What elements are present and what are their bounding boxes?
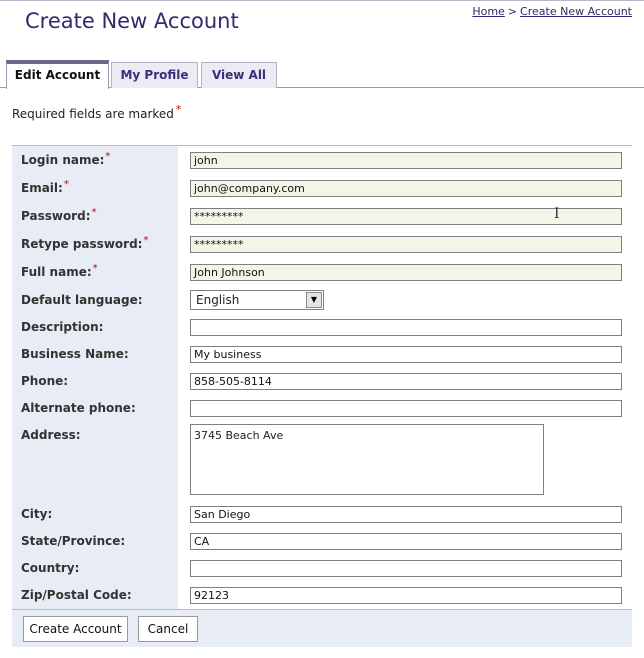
email-label: Email:* — [21, 179, 69, 195]
password-input[interactable]: ********* — [190, 208, 622, 225]
alternate-phone-label: Alternate phone: — [21, 401, 136, 415]
page-title: Create New Account — [25, 9, 239, 33]
zip-postal-code-label: Zip/Postal Code: — [21, 588, 132, 602]
state-province-label: State/Province: — [21, 534, 126, 548]
city-input[interactable]: San Diego — [190, 506, 622, 523]
required-star: * — [92, 263, 98, 274]
default-language-select[interactable] — [190, 290, 324, 310]
login-name-label: Login name:* — [21, 151, 111, 167]
country-label: Country: — [21, 561, 80, 575]
breadcrumb-separator: > — [507, 5, 518, 18]
retype-password-input[interactable]: ********* — [190, 236, 622, 253]
form-footer — [12, 609, 632, 647]
alternate-phone-input[interactable] — [190, 400, 622, 417]
address-textarea[interactable]: 3745 Beach Ave — [190, 424, 544, 495]
required-fields-note — [12, 103, 182, 121]
breadcrumb-home-link[interactable]: Home — [472, 5, 505, 18]
country-input[interactable] — [190, 560, 622, 577]
zip-postal-code-input[interactable]: 92123 — [190, 587, 622, 604]
top-border — [0, 0, 644, 1]
required-star: * — [91, 207, 97, 218]
email-input[interactable]: john@company.com — [190, 180, 622, 197]
description-label: Description: — [21, 320, 104, 334]
password-label: Password:* — [21, 207, 97, 223]
phone-input[interactable]: 858-505-8114 — [190, 373, 622, 390]
required-star: * — [175, 103, 182, 116]
state-province-input[interactable]: CA — [190, 533, 622, 550]
breadcrumb — [472, 5, 632, 18]
required-star: * — [143, 235, 149, 246]
required-star: * — [63, 179, 69, 190]
full-name-input[interactable]: John Johnson — [190, 264, 622, 281]
tab-edit-account[interactable]: Edit Account — [6, 60, 109, 89]
dropdown-arrow-icon[interactable]: ▼ — [306, 292, 322, 308]
cancel-button[interactable]: Cancel — [138, 616, 198, 642]
login-name-input[interactable]: john — [190, 152, 622, 169]
tab-my-profile[interactable]: My Profile — [111, 62, 198, 88]
retype-password-label: Retype password:* — [21, 235, 149, 251]
phone-label: Phone: — [21, 374, 69, 388]
text-cursor-icon: I — [554, 206, 560, 222]
description-input[interactable] — [190, 319, 622, 336]
business-name-input[interactable]: My business — [190, 346, 622, 363]
business-name-label: Business Name: — [21, 347, 129, 361]
tab-view-all[interactable]: View All — [201, 62, 277, 88]
full-name-label: Full name:* — [21, 263, 98, 279]
tab-bar — [0, 60, 644, 88]
create-account-button[interactable]: Create Account — [23, 616, 128, 642]
city-label: City: — [21, 507, 53, 521]
default-language-label: Default language: — [21, 293, 143, 307]
default-language-value: English — [196, 293, 240, 307]
breadcrumb-current-link[interactable]: Create New Account — [520, 5, 632, 18]
account-form — [12, 145, 632, 609]
required-star: * — [105, 151, 111, 162]
required-note-text: Required fields are marked — [12, 107, 174, 121]
address-label: Address: — [21, 428, 81, 442]
